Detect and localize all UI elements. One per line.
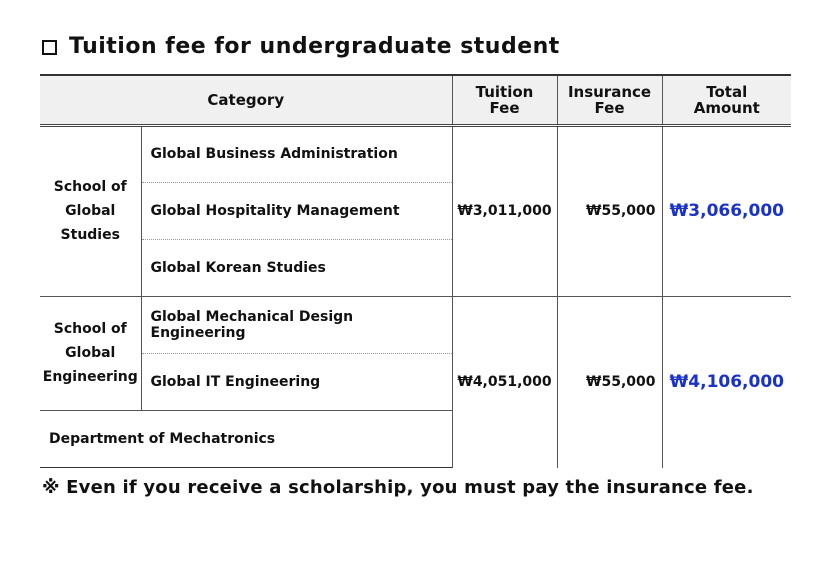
total-amount-global-engineering: ₩4,106,000 [662, 296, 791, 467]
page-title [42, 34, 560, 59]
school-of-global-engineering: School of Global Engineering [40, 296, 141, 410]
insurance-fee-global-studies: ₩55,000 [557, 125, 662, 296]
table-row [40, 296, 791, 353]
insurance-note: ※ Even if you receive a scholarship, you must pay the insurance fee. [42, 477, 754, 498]
header-tuition-fee: Tuition Fee [452, 75, 557, 125]
tuition-fee-table [40, 74, 791, 468]
header-total-amount: Total Amount [662, 75, 791, 125]
checkbox-square-icon [42, 40, 57, 55]
header-insurance-fee: Insurance Fee [557, 75, 662, 125]
total-amount-global-studies: ₩3,066,000 [662, 125, 791, 296]
school-of-global-studies: School of Global Studies [40, 125, 141, 296]
tuition-fee-global-engineering: ₩4,051,000 [452, 296, 557, 467]
dept-mechatronics: Department of Mechatronics [40, 410, 452, 467]
table-row [40, 125, 791, 182]
dept-global-business-administration: Global Business Administration [141, 125, 452, 182]
dept-global-hospitality-management: Global Hospitality Management [141, 182, 452, 239]
header-category: Category [40, 75, 452, 125]
insurance-fee-global-engineering: ₩55,000 [557, 296, 662, 467]
table-header-row [40, 75, 791, 125]
page-title-text: Tuition fee for undergraduate student [69, 34, 560, 59]
tuition-fee-global-studies: ₩3,011,000 [452, 125, 557, 296]
dept-global-korean-studies: Global Korean Studies [141, 239, 452, 296]
dept-global-mechanical-design-engineering: Global Mechanical Design Engineering [141, 296, 452, 353]
dept-global-it-engineering: Global IT Engineering [141, 353, 452, 410]
